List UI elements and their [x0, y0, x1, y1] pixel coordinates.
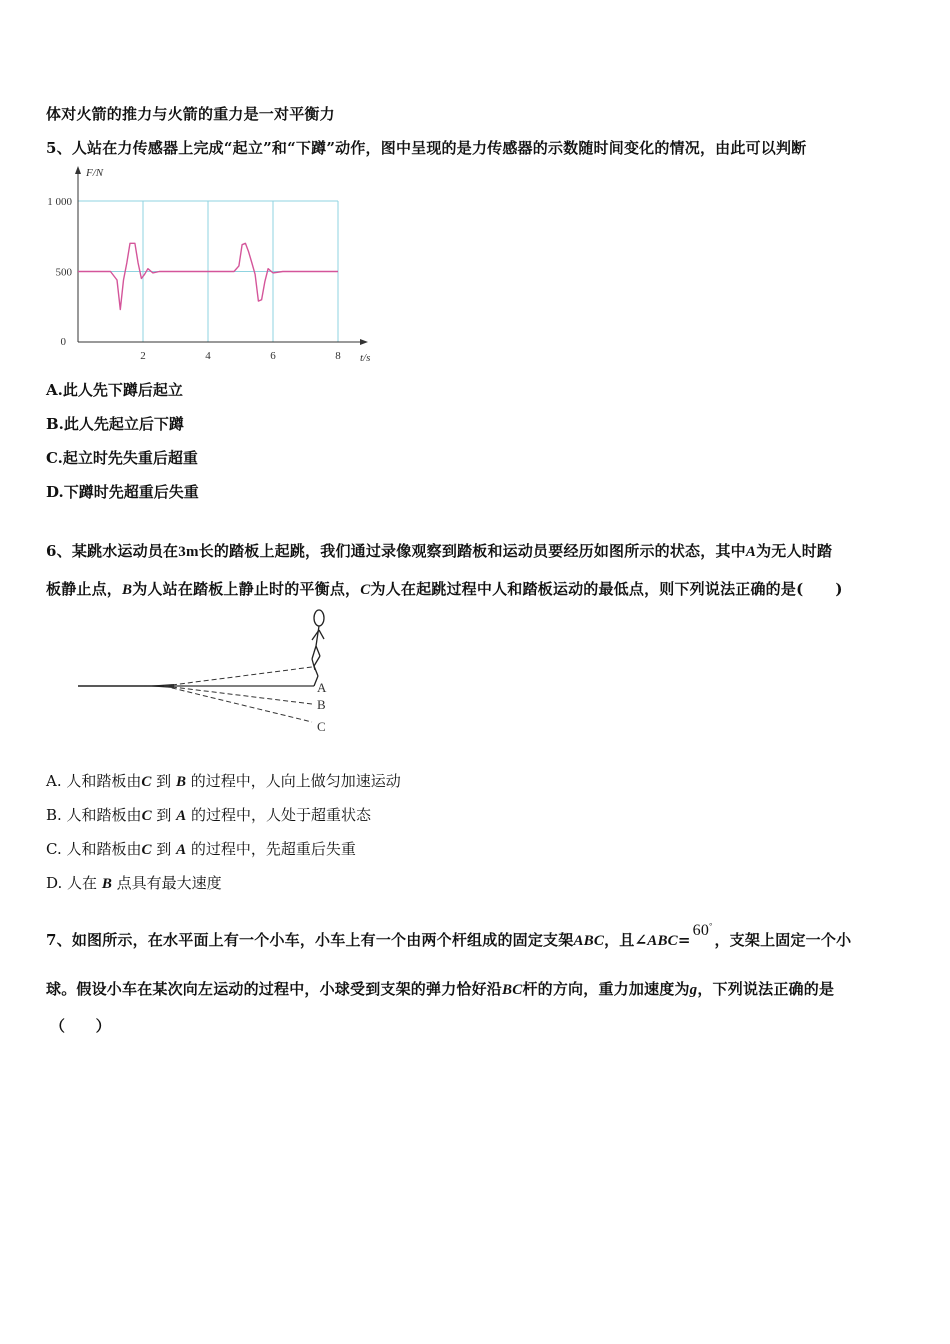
q7-text: ，下列说法正确的是 — [697, 980, 835, 998]
q6-text: 板静止点， — [46, 580, 123, 598]
y-tick-label: 0 — [60, 336, 66, 348]
force-time-chart — [47, 160, 371, 364]
q7-degree: ° — [709, 921, 713, 931]
question-5-option-b: B.此人先起立后下蹲 — [46, 415, 184, 433]
q6-var: C — [141, 774, 152, 790]
q7-text: = — [677, 931, 691, 949]
q6-var: C — [141, 808, 152, 824]
y-axis-label: F/N — [86, 167, 104, 179]
q6-opt-text: 的过程中，人向上做匀加速运动 — [190, 772, 401, 790]
q7-angle-value: 60 — [692, 922, 710, 939]
question-6-option-b — [46, 804, 371, 825]
label-c: C — [317, 719, 326, 734]
diver-figure — [312, 610, 324, 686]
q6-text: 为人在起跳过程中人和踏板运动的最低点，则下列说法正确的是( — [370, 580, 804, 598]
question-5-option-c: C.起立时先失重后超重 — [46, 449, 198, 467]
question-7-stem-line2 — [46, 978, 834, 999]
q6-opt-text: 的过程中，人处于超重状态 — [190, 806, 371, 824]
question-5-option-a: A.此人先下蹲后起立 — [46, 381, 183, 399]
y-tick-label: 500 — [55, 266, 72, 279]
question-5-option-d: D.下蹲时先超重后失重 — [46, 483, 199, 501]
q6-length: 3m — [178, 544, 199, 560]
x-tick-label: 6 — [270, 350, 276, 362]
board-line-up — [164, 667, 312, 686]
q6-var: C — [141, 842, 152, 858]
question-6-stem-line1 — [46, 540, 832, 561]
q6-text: 6、某跳水运动员在 — [46, 542, 179, 560]
q6-var: A — [745, 544, 757, 560]
q7-text: 杆的方向，重力加速度为 — [522, 980, 690, 998]
q7-angle — [691, 922, 715, 939]
q6-var: B — [101, 876, 112, 892]
q6-var: B — [122, 582, 133, 598]
y-axis-arrow — [75, 166, 81, 174]
x-tick-label: 4 — [205, 350, 211, 362]
board-line-c — [164, 686, 312, 722]
q7-var: g — [689, 982, 698, 998]
q7-text: 球。假设小车在某次向左运动的过程中，小球受到支架的弹力恰好沿 — [46, 980, 503, 998]
x-tick-label: 2 — [140, 350, 146, 362]
q6-text: 长的踏板上起跳，我们通过录像观察到踏板和运动员要经历如图所示的状态，其中 — [198, 542, 746, 560]
x-axis-arrow — [360, 339, 368, 345]
question-6-stem-line2 — [46, 578, 843, 599]
x-tick-label: 8 — [335, 350, 341, 362]
q6-var: B — [175, 774, 186, 790]
q6-opt-text: B. 人和踏板由 — [46, 806, 142, 824]
q7-var: BC — [502, 982, 523, 998]
q6-opt-text: C. 人和踏板由 — [46, 840, 142, 858]
board-line-b — [164, 686, 312, 704]
q6-text: 为人站在踏板上静止时的平衡点， — [132, 580, 361, 598]
y-tick-label: 1 000 — [47, 196, 72, 208]
label-a: A — [317, 680, 327, 695]
springboard-diagram — [74, 604, 354, 744]
q7-var: ABC — [647, 933, 678, 949]
q6-opt-text: A. 人和踏板由 — [46, 772, 142, 790]
q6-opt-text: 到 — [156, 840, 172, 858]
q6-text: ) — [835, 580, 843, 598]
q7-text: ，支架上固定一个小 — [714, 931, 852, 949]
x-axis-label: t/s — [360, 352, 371, 364]
text-line-prev: 体对火箭的推力与火箭的重力是一对平衡力 — [46, 105, 335, 123]
q6-var: A — [176, 808, 187, 824]
q7-text: 7、如图所示，在水平面上有一个小车，小车上有一个由两个杆组成的固定支架 — [46, 931, 574, 949]
question-7-answer-blank: （ ） — [50, 1017, 111, 1035]
q6-opt-text: D. 人在 — [46, 874, 98, 892]
label-b: B — [317, 697, 326, 712]
q6-opt-text: 到 — [156, 806, 172, 824]
question-5-stem: 5、人站在力传感器上完成“起立”和“下蹲”动作，图中呈现的是力传感器的示数随时间变化的情况，由此可以判断 — [46, 139, 807, 157]
q6-text: 为无人时踏 — [756, 542, 833, 560]
question-6-option-d — [46, 872, 222, 893]
q6-opt-text: 点具有最大速度 — [116, 874, 222, 892]
q6-var: A — [176, 842, 187, 858]
q6-opt-text: 的过程中，先超重后失重 — [190, 840, 356, 858]
q6-opt-text: 到 — [156, 772, 172, 790]
q7-text: ，且∠ — [604, 931, 648, 949]
question-6-option-a — [46, 770, 401, 791]
question-7-stem-line1 — [46, 921, 852, 950]
question-6-option-c — [46, 838, 356, 859]
q6-var: C — [360, 582, 371, 598]
q7-var: ABC — [573, 933, 605, 949]
